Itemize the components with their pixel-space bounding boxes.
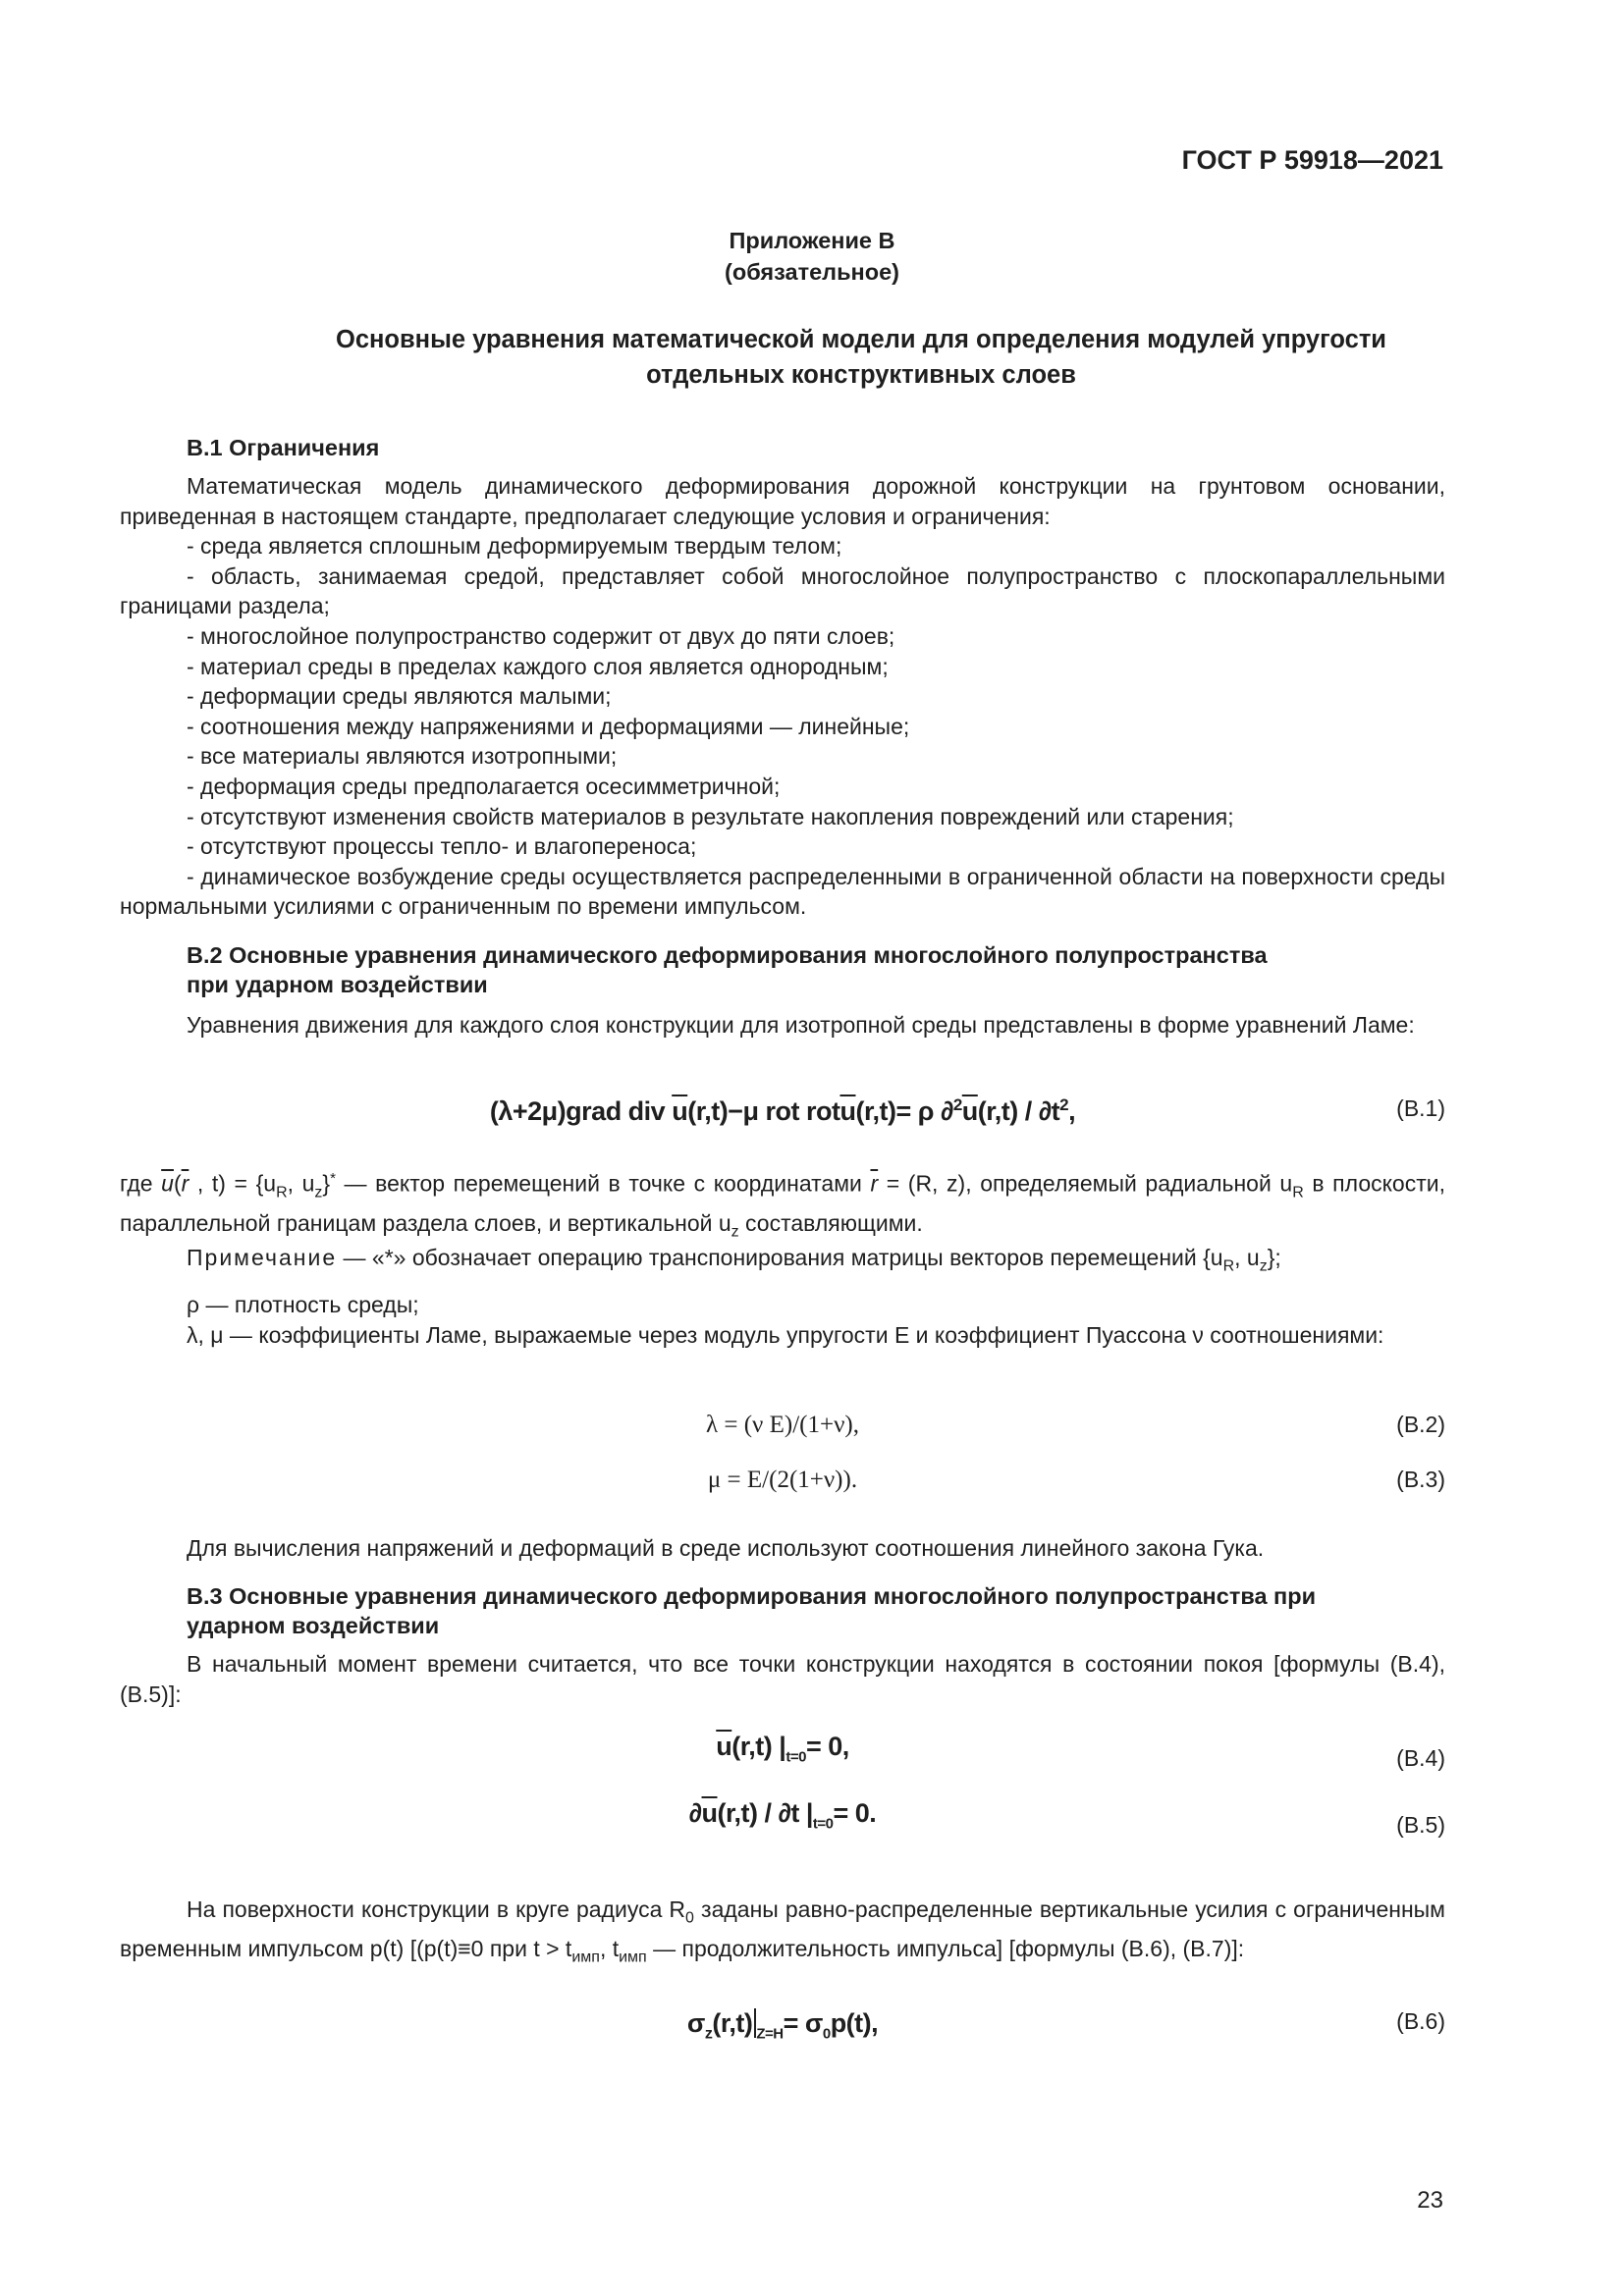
equation-b2 [120, 1412, 1445, 1451]
equation-b3 [120, 1467, 1445, 1506]
lame-coefficients-definition: λ, μ — коэффициенты Ламе, выражаемые через модуль упругости E и коэффициент Пуассона ν соотношениями: [187, 1321, 1384, 1348]
section-b2-definitions [120, 1164, 1445, 1248]
section-b1-body [120, 471, 1445, 922]
equation-b2-number: (В.2) [1396, 1412, 1445, 1437]
constraint-item: - материал среды в пределах каждого слоя является однородным; [187, 653, 889, 679]
equation-b4-number: (В.4) [1396, 1745, 1445, 1771]
equation-b3-number: (В.3) [1396, 1467, 1445, 1492]
section-b2-symbols [120, 1290, 1445, 1350]
equation-b4 [120, 1732, 1445, 1771]
page-number: 23 [1417, 2187, 1443, 2214]
constraint-item: - деформация среды предполагается осесимметричной; [187, 773, 781, 799]
constraint-item: - область, занимаемая средой, представляет собой многослойное полупространство с плоскопараллельными границами раздела; [120, 562, 1445, 619]
constraint-item: - соотношения между напряжениями и деформациями — линейные; [187, 713, 910, 739]
section-b2-heading-line-1: В.2 Основные уравнения динамического деформирования многослойного полупространства [187, 942, 1268, 968]
section-b2-heading-line-2: при ударном воздействии [187, 972, 488, 997]
equation-b6-number: (В.6) [1396, 2008, 1445, 2034]
hooke-law-text: Для вычисления напряжений и деформаций в среде используют соотношения линейного закона Гука. [187, 1535, 1265, 1561]
constraint-item: - среда является сплошным деформируемым твердым телом; [187, 533, 842, 560]
constraint-item: - многослойное полупространство содержит от двух до пяти слоев; [187, 622, 895, 649]
section-b1-heading: В.1 Ограничения [187, 435, 380, 460]
equation-b5 [120, 1798, 1445, 1838]
annex-title-line-1: Основные уравнения математической модели для определения модулей упругости [336, 326, 1386, 353]
document-number: ГОСТ Р 59918—2021 [1181, 145, 1443, 175]
section-b3-intro: В начальный момент времени считается, что все точки конструкции находятся в состоянии покоя [формулы (В.4), (В.5)]: [120, 1651, 1445, 1707]
constraint-item: - деформации среды являются малыми; [187, 683, 612, 710]
annex-title [147, 322, 1575, 393]
constraint-item: - динамическое возбуждение среды осуществляется распределенными в ограниченной области на поверхности среды нормальными усилиями с ограниченным по времени импульсом. [120, 863, 1445, 920]
density-definition: ρ — плотность среды; [187, 1292, 419, 1317]
equation-b1-number: (В.1) [1396, 1095, 1445, 1121]
equation-b6 [120, 2008, 1445, 2048]
equation-b6-formula: $\sigma_z(r,t)$ $_{Z=H}= \sigma_0p(t)$, [686, 2008, 879, 2043]
equation-b5-formula: $\partial\overline{u}(r,t) / \partial t$ $|_{t=0}= 0$. [688, 1798, 877, 1833]
equation-b1 [120, 1095, 1445, 1135]
section-b3-heading [187, 1581, 1463, 1640]
section-b3-heading-line-1: В.3 Основные уравнения динамического деформирования многослойного полупространства при [187, 1583, 1317, 1609]
section-b2-intro-block [120, 1010, 1445, 1041]
surface-loading-text: На поверхности конструкции в круге радиуса $R_0$ заданы равно-распределенные вертикальные усилия с ограниченным временным импульсом p(t) [(p(t)≡0 при $t > t_{имп}$, $t_{имп}$ — продолжительность импульса] [формулы (В.6), (В.7)]: [120, 1896, 1445, 1966]
displacement-vector-definition: где $\overline{u}(\overline{r}$ , $t) = \{u_R$, $u_z\}^*$ — вектор перемещений в точке с координатами $\overline{r} = (R$, z), определяемый радиальной $u_R$ в плоскости, параллельной границам раздела слоев, и вертикальной $u_z$ составляющими. [120, 1170, 1445, 1241]
annex-title-line-2: отдельных конструктивных слоев [646, 361, 1076, 389]
equation-b5-number: (В.5) [1396, 1812, 1445, 1838]
section-b3-intro-block [120, 1649, 1445, 1709]
constraint-item: - все материалы являются изотропными; [187, 743, 618, 770]
section-b2-intro: Уравнения движения для каждого слоя конструкции для изотропной среды представлены в форме уравнений Ламе: [187, 1012, 1415, 1038]
annex-status: (обязательное) [725, 259, 899, 285]
constraint-item: - отсутствуют процессы тепло- и влагопереноса; [187, 833, 697, 860]
hooke-law-block [120, 1533, 1445, 1564]
transpose-note-text: Примечание — «*» обозначает операцию транспонирования матрицы векторов перемещений {$u_R$, $u_z$}; [187, 1245, 1281, 1275]
section-b2-heading [187, 940, 1463, 999]
constraint-item: - отсутствуют изменения свойств материалов в результате накопления повреждений или старения; [187, 803, 1234, 829]
equation-b3-formula: μ = E/(2(1+ν)). [707, 1467, 858, 1493]
annex-label: Приложение В [729, 228, 895, 253]
equation-b2-formula: λ = (ν E)/(1+ν), [706, 1412, 859, 1438]
section-b1-intro: Математическая модель динамического деформирования дорожной конструкции на грунтовом основании, приведенная в настоящем стандарте, предполагает следующие условия и ограничения: [120, 473, 1445, 529]
surface-loading-block [120, 1895, 1445, 1973]
equation-b1-formula: (λ+2μ)grad div $\overline{u}(r,t)-\mu$ rot $rot\overline{u}(r,t)= \rho$ $\partial^2\overline{u}(r,t) / \partial t^2$, [489, 1095, 1076, 1126]
section-b3-heading-line-2: ударном воздействии [187, 1613, 440, 1638]
equation-b4-formula: $\overline{u}(r,t)$ $|_{t=0}= 0$, [716, 1732, 849, 1766]
transpose-note [120, 1243, 1445, 1282]
